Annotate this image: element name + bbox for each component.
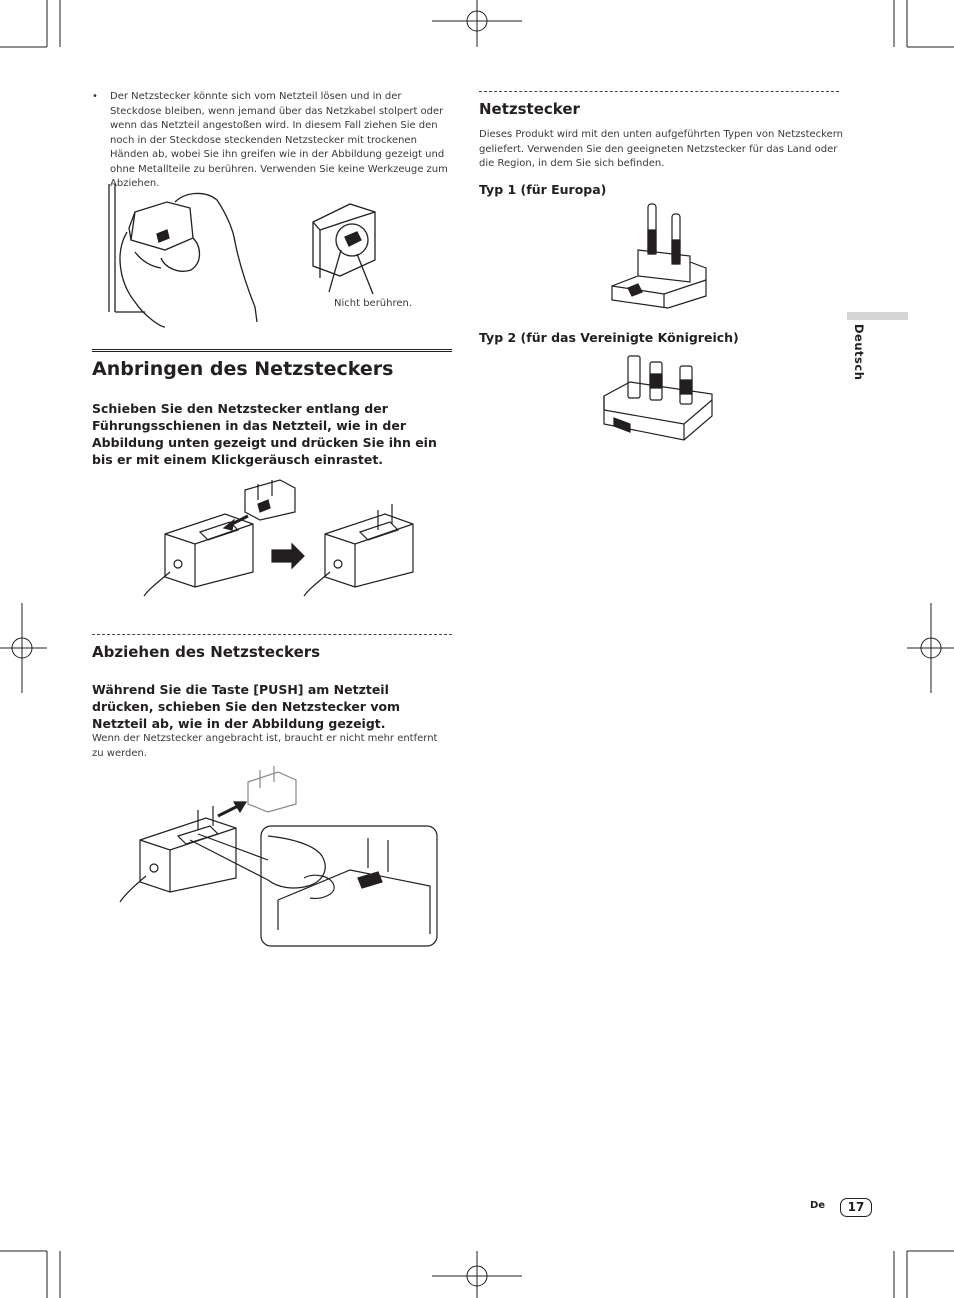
section2-instruction: Während Sie die Taste [PUSH] am Netzteil drücken, schieben Sie den Netzstecker vom Netzteil ab, wie in der Abbildung gezeigt. <box>92 682 401 731</box>
uk-plug-illustration <box>600 352 720 444</box>
language-tab <box>847 312 908 320</box>
section1-instruction: Schieben Sie den Netzstecker entlang der Führungsschienen in das Netzteil, wie in der Abbildung unten gezeigt und drücken Sie ihn ein bis er mit einem Klickgeräusch einrastet. <box>92 401 437 467</box>
section-rule <box>92 349 452 352</box>
type2-label: Typ 2 (für das Vereinigte Königreich) <box>479 330 739 345</box>
figure1-caption: Nicht berühren. <box>334 298 413 309</box>
section-divider <box>92 634 452 635</box>
footer-lang-code: De <box>810 1200 826 1211</box>
attach-illustration <box>140 472 420 597</box>
section1-title: Anbringen des Netzsteckers <box>92 358 394 380</box>
warning-text: Der Netzstecker könnte sich vom Netzteil lösen und in der Steckdose bleiben, wenn jemand über das Netzkabel stolpert oder wenn das Netzteil angestoßen wird. In diesem Fall ziehen Sie den noch in der Steckdose steckenden Netzstecker mit trockenen Händen ab, wobei Sie ihn greifen wie in der Abbildung gezeigt und ohne Metallteile zu berühren. Verwenden Sie keine Werkzeuge zum Abziehen. <box>110 91 448 189</box>
right-intro: Dieses Produkt wird mit den unten aufgeführten Typen von Netzsteckern geliefert. Verwenden Sie den geeigneten Netzstecker für das Land oder die Region, in dem Sie sich befinden. <box>479 129 844 169</box>
detach-illustration <box>118 760 440 950</box>
section2-note: Wenn der Netzstecker angebracht ist, braucht er nicht mehr entfernt zu werden. <box>92 733 438 759</box>
type1-label: Typ 1 (für Europa) <box>479 182 607 197</box>
right-section-divider <box>479 91 839 92</box>
euro-plug-illustration <box>608 200 714 312</box>
language-tab-label: Deutsch <box>852 324 866 381</box>
page-number: 17 <box>840 1198 872 1217</box>
right-section-title: Netzstecker <box>479 100 580 118</box>
section2-title: Abziehen des Netzsteckers <box>92 643 321 661</box>
warning-bullet: • <box>92 91 98 102</box>
